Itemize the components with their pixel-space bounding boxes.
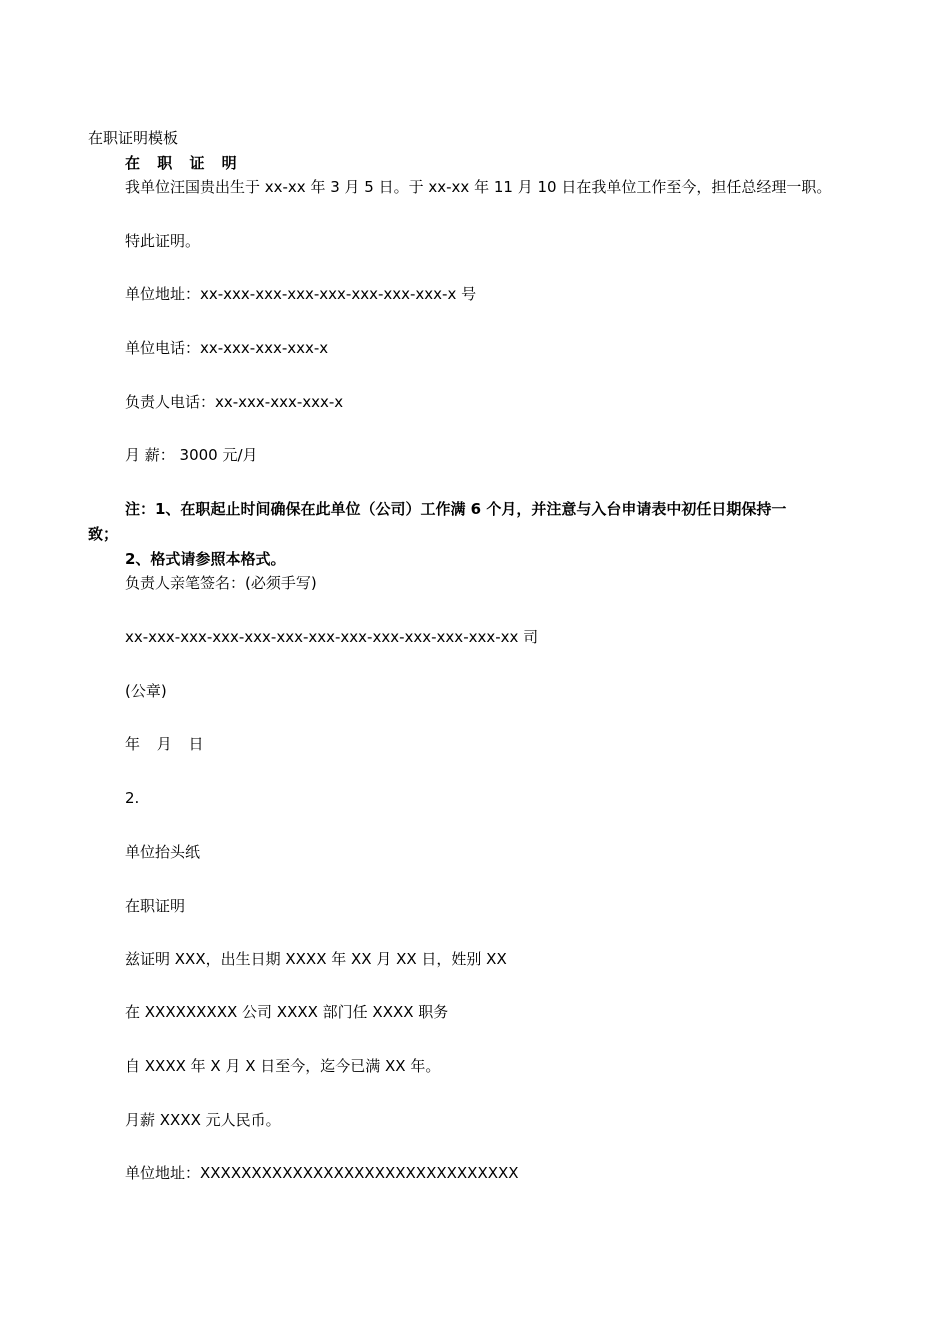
letterhead-label: 单位抬头纸 <box>125 843 201 861</box>
certificate-2-line-3: 自 XXXX 年 X 月 X 日至今，迄今已满 XX 年。 <box>125 1057 441 1075</box>
note-1-line-a: 注：1、在职起止时间确保在此单位（公司）工作满 6 个月，并注意与入台申请表中初任日期保持一 <box>125 500 787 518</box>
hereby-certify: 特此证明。 <box>125 232 201 250</box>
company-name: xx-xxx-xxx-xxx-xxx-xxx-xxx-xxx-xxx-xxx-xxx-xxx-xx 司 <box>125 628 539 646</box>
certificate-2-title: 在职证明 <box>125 897 186 915</box>
date-line: 年 月 日 <box>125 735 210 753</box>
certificate-body: 我单位汪国贵出生于 xx-xx 年 3 月 5 日。于 xx-xx 年 11 月 10 日在我单位工作至今，担任总经理一职。 <box>125 178 832 196</box>
section-number: 2. <box>125 789 140 807</box>
company-address: 单位地址：xx-xxx-xxx-xxx-xxx-xxx-xxx-xxx-x 号 <box>125 285 477 303</box>
monthly-salary: 月 薪： 3000 元/月 <box>125 446 258 464</box>
signature-line: 负责人亲笔签名：(必须手写) <box>125 574 317 592</box>
manager-phone: 负责人电话：xx-xxx-xxx-xxx-x <box>125 393 344 411</box>
official-seal: (公章) <box>125 682 167 700</box>
certificate-2-line-2: 在 XXXXXXXXX 公司 XXXX 部门任 XXXX 职务 <box>125 1003 449 1021</box>
certificate-2-line-5: 单位地址：XXXXXXXXXXXXXXXXXXXXXXXXXXXXXXX <box>125 1164 519 1182</box>
company-phone: 单位电话：xx-xxx-xxx-xxx-x <box>125 339 329 357</box>
note-1-line-b: 致； <box>88 525 119 543</box>
document-header: 在职证明模板 <box>88 129 179 147</box>
certificate-2-line-4: 月薪 XXXX 元人民币。 <box>125 1111 281 1129</box>
certificate-2-line-1: 兹证明 XXX，出生日期 XXXX 年 XX 月 XX 日，姓别 XX <box>125 950 507 968</box>
note-2: 2、格式请参照本格式。 <box>125 550 286 568</box>
certificate-title: 在 职 证 明 <box>125 154 243 172</box>
